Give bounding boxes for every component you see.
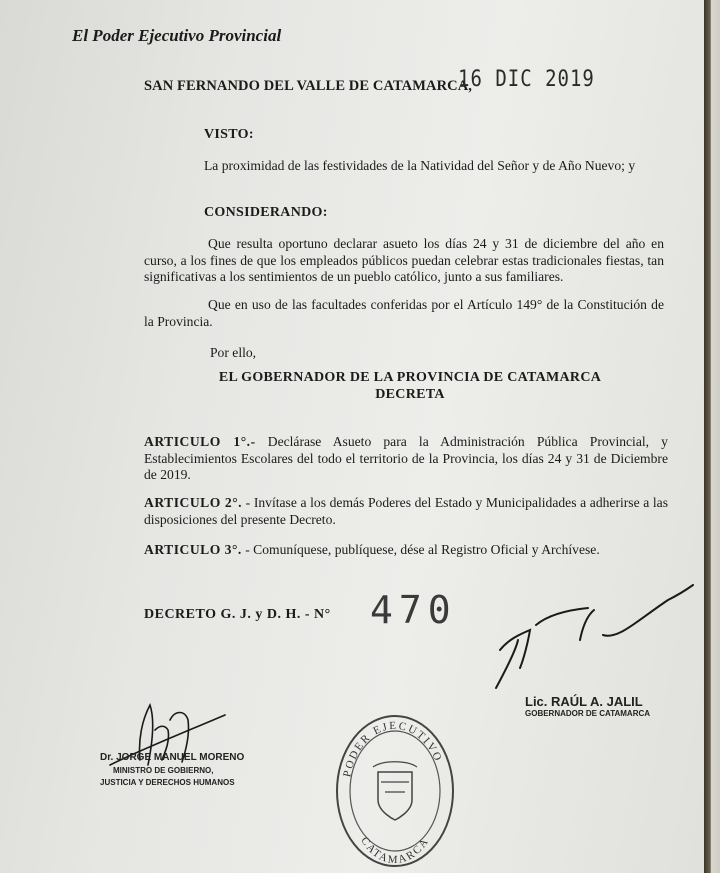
minister-name: Dr. JORGE MANUEL MORENO xyxy=(100,752,245,763)
articulo-1 xyxy=(144,434,668,484)
letterhead: El Poder Ejecutivo Provincial xyxy=(72,26,282,45)
minister-title-2: JUSTICIA Y DERECHOS HUMANOS xyxy=(100,778,235,787)
articulo-2-text: - Invítase a los demás Poderes del Estado y Municipalidades a adherirse a las disposiciones del presente Decreto. xyxy=(144,495,668,527)
articulo-3-label: ARTICULO 3°. xyxy=(144,542,242,557)
visto-heading: VISTO: xyxy=(204,127,254,142)
governor-signature xyxy=(488,580,698,690)
considerando-paragraph-2: Que en uso de las facultades conferidas por el Artículo 149° de la Constitución de la Provincia. xyxy=(144,297,664,329)
minister-title-1: MINISTRO DE GOBIERNO, xyxy=(113,766,214,775)
articulo-3 xyxy=(144,542,668,559)
articulo-1-text: Declárase Asueto para la Administración Pública Provincial, y Establecimientos Escolares del todo el territorio de la Provincia, los días 24 y 31 de Diciembre de 2019. xyxy=(144,434,668,482)
governor-name: Lic. RAÚL A. JALIL xyxy=(525,694,643,709)
considerando-heading: CONSIDERANDO: xyxy=(204,205,328,220)
official-seal xyxy=(333,712,457,870)
decreto-label: DECRETO G. J. y D. H. - N° xyxy=(144,607,331,622)
visto-text: La proximidad de las festividades de la Natividad del Señor y de Año Nuevo; y xyxy=(204,158,636,173)
considerando-paragraph-1: Que resulta oportuno declarar asueto los días 24 y 31 de diciembre del año en curso, a los fines de que los empleados públicos puedan celebrar estas tradicionales fiestas, tan significativas a los sentimientos de un pueblo católico, junto a sus familiares. xyxy=(144,236,664,284)
governor-heading: EL GOBERNADOR DE LA PROVINCIA DE CATAMARCA xyxy=(218,370,602,385)
articulo-2 xyxy=(144,495,668,528)
date-stamp: 16 DIC 2019 xyxy=(458,66,595,92)
articulo-3-text: - Comuníquese, publíquese, dése al Registro Oficial y Archívese. xyxy=(245,542,600,557)
page-edge xyxy=(704,0,720,873)
svg-text:PODER EJECUTIVO: PODER EJECUTIVO xyxy=(341,719,445,779)
decreta-heading: DECRETA xyxy=(375,387,445,402)
articulo-2-label: ARTICULO 2°. xyxy=(144,495,243,510)
decreto-number: 470 xyxy=(370,588,457,632)
governor-title: GOBERNADOR DE CATAMARCA xyxy=(525,709,651,718)
por-ello: Por ello, xyxy=(210,345,257,360)
articulo-1-label: ARTICULO 1°.- xyxy=(144,434,256,449)
place-line: SAN FERNANDO DEL VALLE DE CATAMARCA, xyxy=(144,78,473,94)
svg-text:CATAMARCA: CATAMARCA xyxy=(358,834,432,867)
